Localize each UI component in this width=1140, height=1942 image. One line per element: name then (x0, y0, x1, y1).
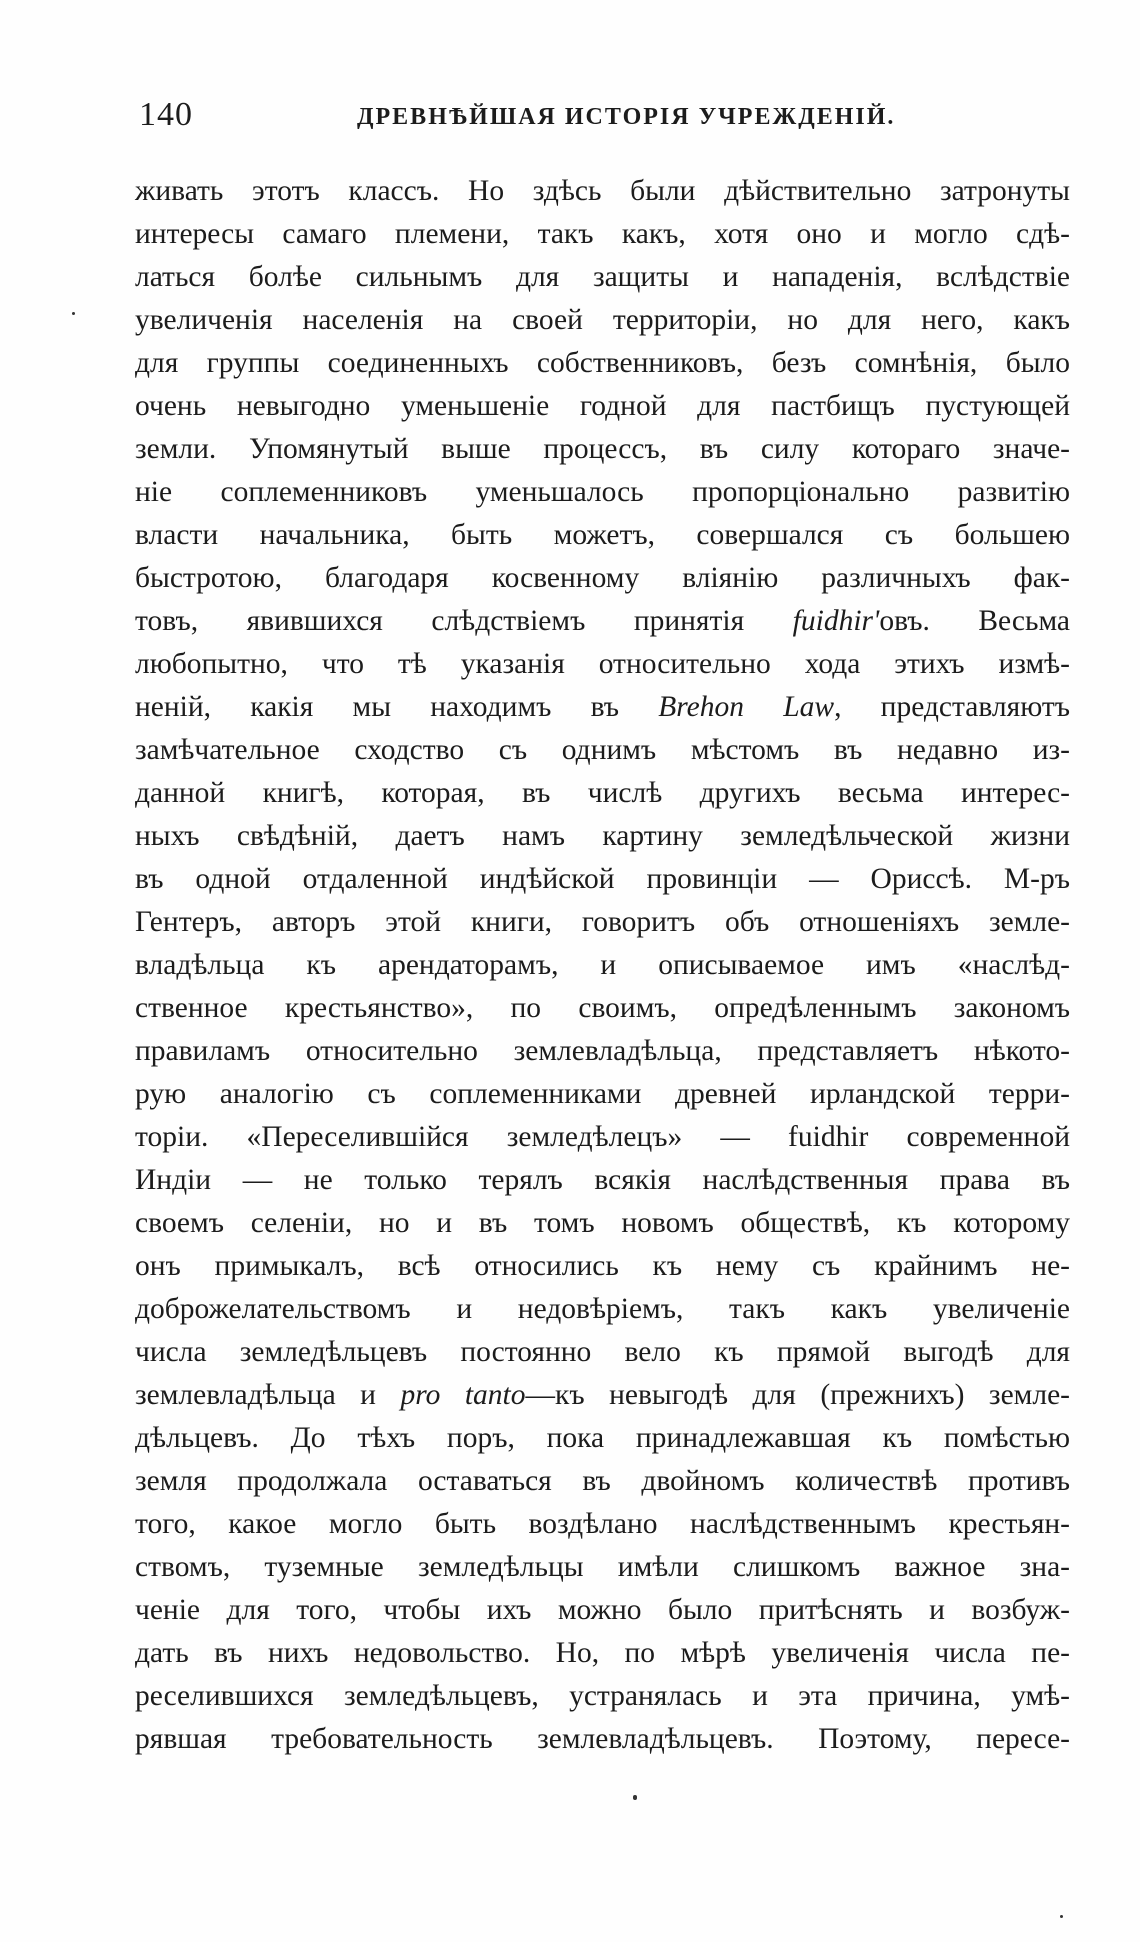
page-number: 140 (139, 96, 193, 133)
running-title: ДРЕВНѢЙШАЯ ИСТОРІЯ УЧРЕЖДЕНІЙ. (357, 104, 896, 130)
text-line: рявшая требовательность землевладѣльцевъ. Поэтому, пересе- (135, 1723, 1070, 1755)
text-line: ныхъ свѣдѣній, даетъ намъ картину земледѣльческой жизни (135, 820, 1070, 852)
text-line: въ одной отдаленной индѣйской провинціи — Ориссѣ. М-ръ (135, 863, 1070, 895)
text-line: владѣльца къ арендаторамъ, и описываемое имъ «наслѣд- (135, 949, 1070, 981)
text-line: для группы соединенныхъ собственниковъ, безъ сомнѣнія, было (135, 347, 1070, 379)
text-line: данной книгѣ, которая, въ числѣ другихъ весьма интерес- (135, 777, 1070, 809)
text-line: Гентеръ, авторъ этой книги, говоритъ объ отношеніяхъ земле- (135, 906, 1070, 938)
text-line: земли. Упомянутый выше процессъ, въ силу котораго значе- (135, 433, 1070, 465)
text-line: реселившихся земледѣльцевъ, устранялась и эта причина, умѣ- (135, 1680, 1070, 1712)
text-line: рую аналогію съ соплеменниками древней ирландской терри- (135, 1078, 1070, 1110)
text-line: интересы самаго племени, такъ какъ, хотя оно и могло сдѣ- (135, 218, 1070, 250)
text-line: торіи. «Переселившійся земледѣлецъ» — fuidhir современной (135, 1121, 1070, 1153)
ink-speck (1060, 1915, 1063, 1918)
ink-speck (633, 1795, 637, 1800)
text-line: быстротою, благодаря косвенному вліянію различныхъ фак- (135, 562, 1070, 594)
text-line: Индіи — не только терялъ всякія наслѣдственныя права въ (135, 1164, 1070, 1196)
text-line: замѣчательное сходство съ однимъ мѣстомъ въ недавно из- (135, 734, 1070, 766)
text-line: живать этотъ классъ. Но здѣсь были дѣйствительно затронуты (135, 175, 1070, 207)
text-line: доброжелательствомъ и недовѣріемъ, такъ какъ увеличеніе (135, 1293, 1070, 1325)
text-line: ствомъ, туземные земледѣльцы имѣли слишкомъ важное зна- (135, 1551, 1070, 1583)
text-line: ченіе для того, чтобы ихъ можно было притѣснять и возбуж- (135, 1594, 1070, 1626)
text-line: власти начальника, быть можетъ, совершался съ большею (135, 519, 1070, 551)
text-line: латься болѣе сильнымъ для защиты и нападенія, вслѣдствіе (135, 261, 1070, 293)
text-line: дать въ нихъ недовольство. Но, по мѣрѣ увеличенія числа пе- (135, 1637, 1070, 1669)
text-line: любопытно, что тѣ указанія относительно хода этихъ измѣ- (135, 648, 1070, 680)
ink-speck (72, 312, 75, 315)
text-line: товъ, явившихся слѣдствіемъ принятія fuidhir'овъ. Весьма (135, 605, 1070, 637)
text-line: того, какое могло быть воздѣлано наслѣдственнымъ крестьян- (135, 1508, 1070, 1540)
text-line: своемъ селеніи, но и въ томъ новомъ обществѣ, къ которому (135, 1207, 1070, 1239)
text-line: числа земледѣльцевъ постоянно вело къ прямой выгодѣ для (135, 1336, 1070, 1368)
text-line: правиламъ относительно землевладѣльца, представляетъ нѣкото- (135, 1035, 1070, 1067)
text-line: земля продолжала оставаться въ двойномъ количествѣ противъ (135, 1465, 1070, 1497)
body-text (135, 170, 1070, 1761)
text-line: дѣльцевъ. До тѣхъ поръ, пока принадлежавшая къ помѣстью (135, 1422, 1070, 1454)
text-line: увеличенія населенія на своей территоріи, но для него, какъ (135, 304, 1070, 336)
text-line: очень невыгодно уменьшеніе годной для пастбищъ пустующей (135, 390, 1070, 422)
text-line: неній, какія мы находимъ въ Brehon Law, представляютъ (135, 691, 1070, 723)
text-line: ніе соплеменниковъ уменьшалось пропорціонально развитію (135, 476, 1070, 508)
text-line: ственное крестьянство», по своимъ, опредѣленнымъ закономъ (135, 992, 1070, 1024)
page-header (133, 96, 1073, 146)
text-line: землевладѣльца и pro tanto—къ невыгодѣ для (прежнихъ) земле- (135, 1379, 1070, 1411)
text-line: онъ примыкалъ, всѣ относились къ нему съ крайнимъ не- (135, 1250, 1070, 1282)
